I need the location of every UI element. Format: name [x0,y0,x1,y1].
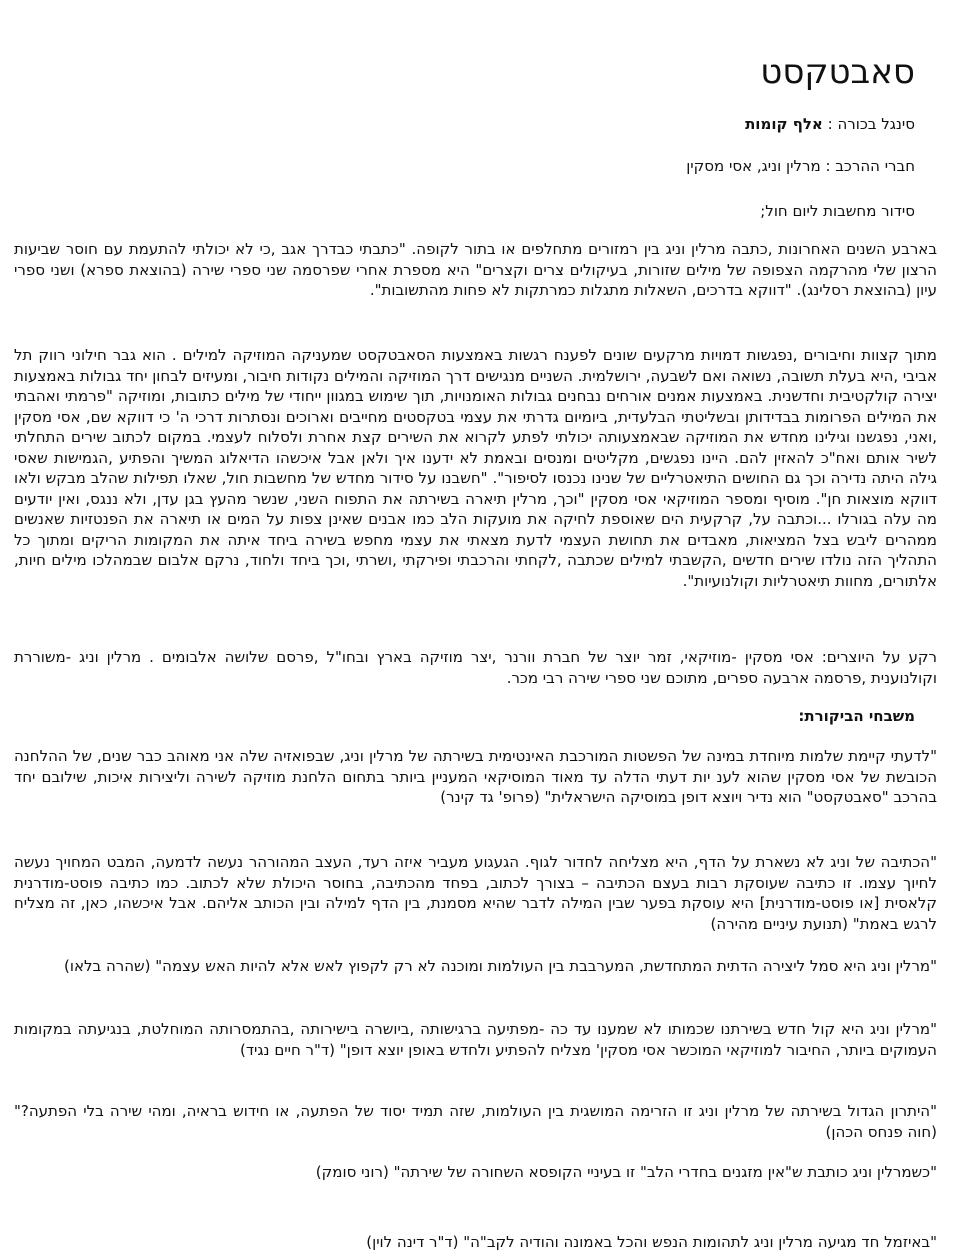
intro-paragraph: בארבע השנים האחרונות ,כתבה מרלין וניג בין רמזורים מתחלפים או בתור לקופה. "כתבתי כבדרך אגב ,כי לא יכולתי להתעמת עם חוסר שביעות הרצון שלי מהרקמה הצפופה של מילים שזורות, בעיקולים צרים וקצרים" היא מספרת אחרי שפרסמה שני ספרי שירה (בהוצאת ספרא) ושני ספרי עיון (בהוצאת רסלינג). "דווקא בדרכים, השאלות מתגלות כמרתקות לא פחות מהתשובות". [14,240,937,299]
single-title: אלף קומות [745,115,823,133]
praise-heading [18,706,915,726]
quote-item: "הכתיבה של וניג לא נשארת על הדף, היא מצליחה לחדור לגוף. הגעגוע מעביר איזה רעד, העצב המהורהר נעשה לדמעה, המבט המחויך נעשה לחיוך עצמו. זו כתיבה שעוסקת רבות בעצם הכתיבה – בצורך לכתוב, בפחד מהכתיבה, בחוסר היכולת שלא לכתוב. כמו כתיבה פוסט-מודרנית קלאסית [או פוסט-מודרנית] היא עוסקת בפער שבין המילה לדבר שהיא מסמנת, בין הדף למילה ובין הכותב אליהם. אבל איכשהו, כאן, זה מצליח לרגש באמת" (תנועת עיניים מהירה) [14,853,937,933]
quote-item: "לדעתי קיימת שלמות מיוחדת במינה של הפשטות המורכבת האינטימית בשירתה של מרלין וניג, שבפואזיה שלה אני מאוהב כבר שנים, של ההלחנה הכובשת של אסי מסקין שהוא לענ יות דעתי הדלה עד מאוד המוסיקאי המעניין ביותר בתחום הלחנת מוזיקה לשירה וליצירות איכות, שילובם יחד בהרכב "סאבטקסט" הוא נדיר ויוצא דופן במוסיקה הישראלית" (פרופ' גד קינר) [14,747,937,806]
members-line [18,156,915,176]
quote-item: "היתרון הגדול בשירתה של מרלין וניג זו הזרימה המושגית בין העולמות, שזה תמיד יסוד של הפתעה, או חידוש בראיה, ומהי שירה בלי הפתעה?" (חוה פנחס הכהן) [14,1102,937,1141]
quote-item: "באיזמל חד מגיעה מרלין וניג לתהומות הנפש והכל באמונה והודיה לקב"ה" (ד"ר דינה לוין) [366,1233,937,1251]
praise-heading-text: משבחי הביקורת: [798,707,915,725]
creators-paragraph: רקע על היוצרים: אסי מסקין -מוזיקאי, זמר יוצר של חברת וורנר ,יצר מוזיקה בארץ ובחו"ל ,פרסם שלושה אלבומים . מרלין וניג -משוררת וקולנוענית ,פרסמה ארבעה ספרים, מתוכם שני ספרי שירה רבי מכר. [14,648,937,687]
single-label: סינגל בכורה : [827,115,915,133]
page-title: סאבטקסט [760,52,915,92]
quote-item: "כשמרלין וניג כותבת ש"אין מזגנים בחדרי הלב" זו בעיניי הקופסא השחורה של שירתה" (רוני סומק) [315,1163,937,1181]
single-line [18,114,915,134]
story-paragraph: מתוך קצוות וחיבורים ,נפגשות דמויות מרקעים שונים לפענח רגשות באמצעות הסאבטקסט שמעניקה המוזיקה למילים . הוא גבר חילוני רווק תל אביבי ,היא בעלת תשובה, נשואה ואם לשבעה, ירושלמית. השניים מנגישים דרך המוזיקה והמילים נקודות חיבור, ומעיזים לבחון יחד גבולות באמצעות יצירה קולקטיבית וחדשנית. באמצעות אמנים אורחים נבחנים גבולות האומנויות, תוך שימוש במגוון ייחודי של מילים כתובות, ומוזיקה "פרמתי ואהבתי את המילים הפרומות בבדידותן ובשליטתי הבלעדית, ביומיום גדרתי את עצמי בטקסטים מחייבים וארוכים ונסתרות דרכי ה' כי דווקא שם, אסי מסקין ,ואני, נפגשנו וגילינו מחדש את המוזיקה שבאמצעותה יכולתי לפתע לקרוא את השירים קצת אחרת ולסלוח לעצמי. במקום לכתוב שירים התחלתי לשיר אותם ואח"כ להאזין להם. היינו נפגשים, מקליטים ומנסים ובאמת לא ידענו איך ולאן אבל איכשהו הדיאלוג המשיך והפתיע ,הגמישות שאסי גילה היתה נדירה וכך גם החושים התיאטרליים של שנינו נכנסו לסיפור". "חשבנו על סידור מחדש של מחשבות חול, שאלו תפילות שהלב מבקש ולאו דווקא מוצאות חן". מוסיף ומספר המוזיקאי אסי מסקין "וכך, מרלין תיארה בשירתה את התפוח השני, שנשר מהעץ בגן עדן, ולא ננגס, ואין יודעים מה עלה בגורלו ...וכתבה על, קרקעית הים שאוספת לחיקה את מועקות הלב כמו אבנים שאינן צפות על המים או תיארה את הפנטזיות שאנשים ממהרים ליבש בצל המציאות, מאבדים את תחושת העצמי לדעת מצאתי את עצמי מחפש בשירה ביחד איתה את המקומות הריקים ומתוך כל התהליך הזה נולדו שירים חדשים ,הקשבתי למילים שכתבה ,לקחתי והרכבתי ופירקתי ,ושרתי ,וכך ביחד ולחוד, נרקם אלבום שבמהלכו מילים חיות, אלתורים, מחוות תיאטרליות וקולנועיות". [14,346,937,590]
quote-item: "מרלין וניג היא סמל ליצירה הדתית המתחדשת, המערבבת בין העולמות ומוכנה לא רק לקפוץ לאש אלא להיות האש עצמה" (שהרה בלאו) [64,957,937,975]
subtitle: סידור מחשבות ליום חול; [760,202,915,220]
members-names: מרלין וניג, אסי מסקין [686,157,821,175]
members-label: חברי ההרכב : [825,157,915,175]
quote-item: "מרלין וניג היא קול חדש בשירתנו שכמותו לא שמענו עד כה -מפתיעה ברגישותה ,ביושרה בישירותה ,בהתמסרותה המוחלטת, בנגיעתה במקומות העמוקים ביותר, החיבור למוזיקאי המוכשר אסי מסקין' מצליח להפתיע ולחדש באופן יוצא דופן" (ד"ר חיים נגיד) [14,1020,937,1059]
